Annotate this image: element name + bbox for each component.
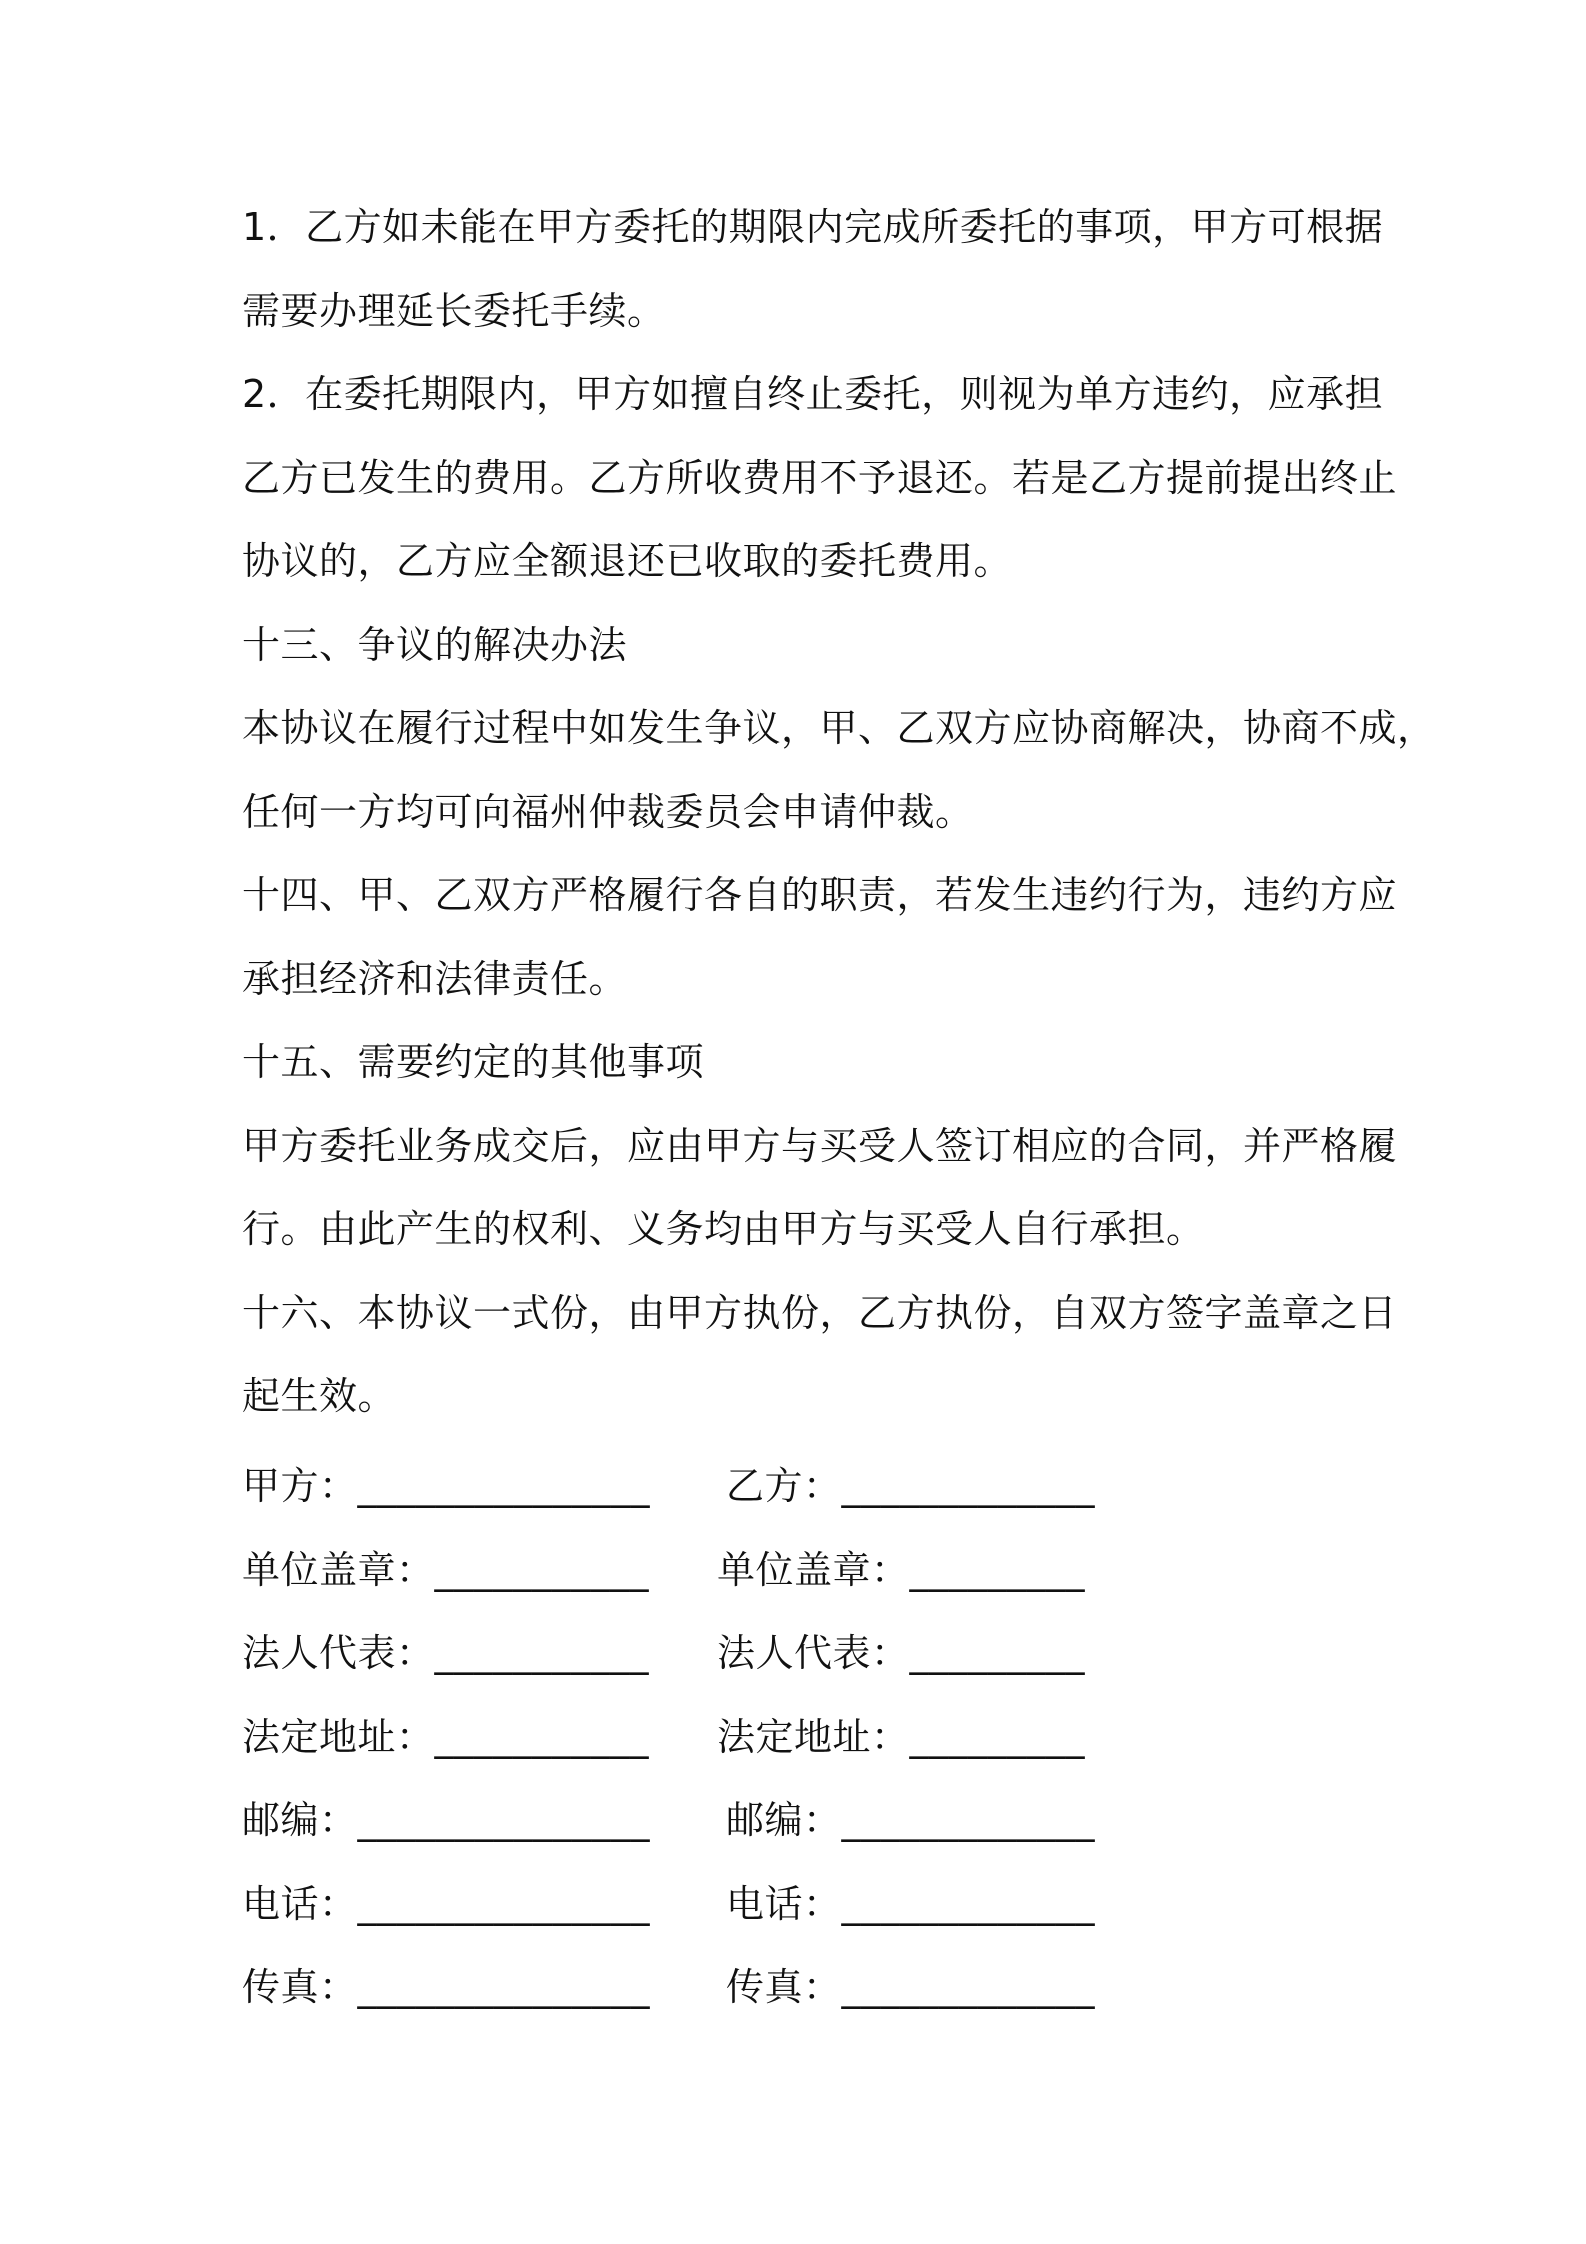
clause-2-line-1: 2．在委托期限内，甲方如擅自终止委托，则视为单方违约，应承担 (242, 372, 1384, 416)
section-15-line-2: 行。由此产生的权利、义务均由甲方与买受人自行承担。 (242, 1207, 1205, 1251)
party-a-representative-field: 法人代表：___________ (242, 1631, 650, 1675)
section-16-line-1: 十六、本协议一式份，由甲方执份，乙方执份，自双方签字盖章之日 (242, 1290, 1398, 1335)
clause-2-line-3: 协议的，乙方应全额退还已收取的委托费用。 (242, 539, 1013, 583)
party-b-fax-field: 传真：_____________ (726, 1965, 1096, 2009)
party-b-representative-field: 法人代表：_________ (717, 1631, 1086, 1675)
signature-row-postcode (242, 1779, 1362, 1863)
signature-row-phone (242, 1863, 1362, 1947)
party-a-postcode-field: 邮编：_______________ (242, 1798, 651, 1842)
section-15-line-1: 甲方委托业务成交后，应由甲方与买受人签订相应的合同，并严格履 (242, 1123, 1398, 1168)
section-14-line-1: 十四、甲、乙双方严格履行各自的职责，若发生违约行为，违约方应 (242, 873, 1398, 917)
signature-row-representative (242, 1612, 1362, 1696)
party-b-postcode-field: 邮编：_____________ (726, 1798, 1096, 1842)
party-b-address-field: 法定地址：_________ (717, 1714, 1086, 1759)
section-13-line-2: 任何一方均可向福州仲裁委员会申请仲裁。 (242, 789, 974, 834)
party-a-field: 甲方：_______________ (242, 1464, 651, 1508)
signature-block (242, 1445, 1362, 2030)
party-a-address-field: 法定地址：___________ (242, 1714, 650, 1759)
party-b-field: 乙方：_____________ (726, 1464, 1096, 1508)
clause-1-line-2: 需要办理延长委托手续。 (242, 288, 666, 333)
party-b-phone-field: 电话：_____________ (726, 1881, 1096, 1926)
agreement-body (242, 186, 1436, 1439)
party-a-fax-field: 传真：_______________ (242, 1965, 651, 2009)
section-13-heading: 十三、争议的解决办法 (242, 622, 628, 667)
section-16-line-2: 起生效。 (242, 1374, 397, 1418)
clause-2-line-2: 乙方已发生的费用。乙方所收费用不予退还。若是乙方提前提出终止 (242, 455, 1398, 500)
party-a-seal-field: 单位盖章：___________ (242, 1547, 650, 1592)
section-14-line-2: 承担经济和法律责任。 (242, 956, 628, 1001)
signature-row-seal (242, 1529, 1362, 1613)
section-13-line-1: 本协议在履行过程中如发生争议，甲、乙双方应协商解决，协商不成， (242, 706, 1436, 750)
party-a-phone-field: 电话：_______________ (242, 1881, 651, 1926)
signature-row-party (242, 1445, 1362, 1529)
signature-row-fax (242, 1946, 1362, 2030)
clause-1-line-1: 1．乙方如未能在甲方委托的期限内完成所委托的事项，甲方可根据 (242, 205, 1384, 249)
section-15-heading: 十五、需要约定的其他事项 (242, 1040, 705, 1084)
signature-row-address (242, 1696, 1362, 1780)
party-b-seal-field: 单位盖章：_________ (717, 1547, 1086, 1592)
